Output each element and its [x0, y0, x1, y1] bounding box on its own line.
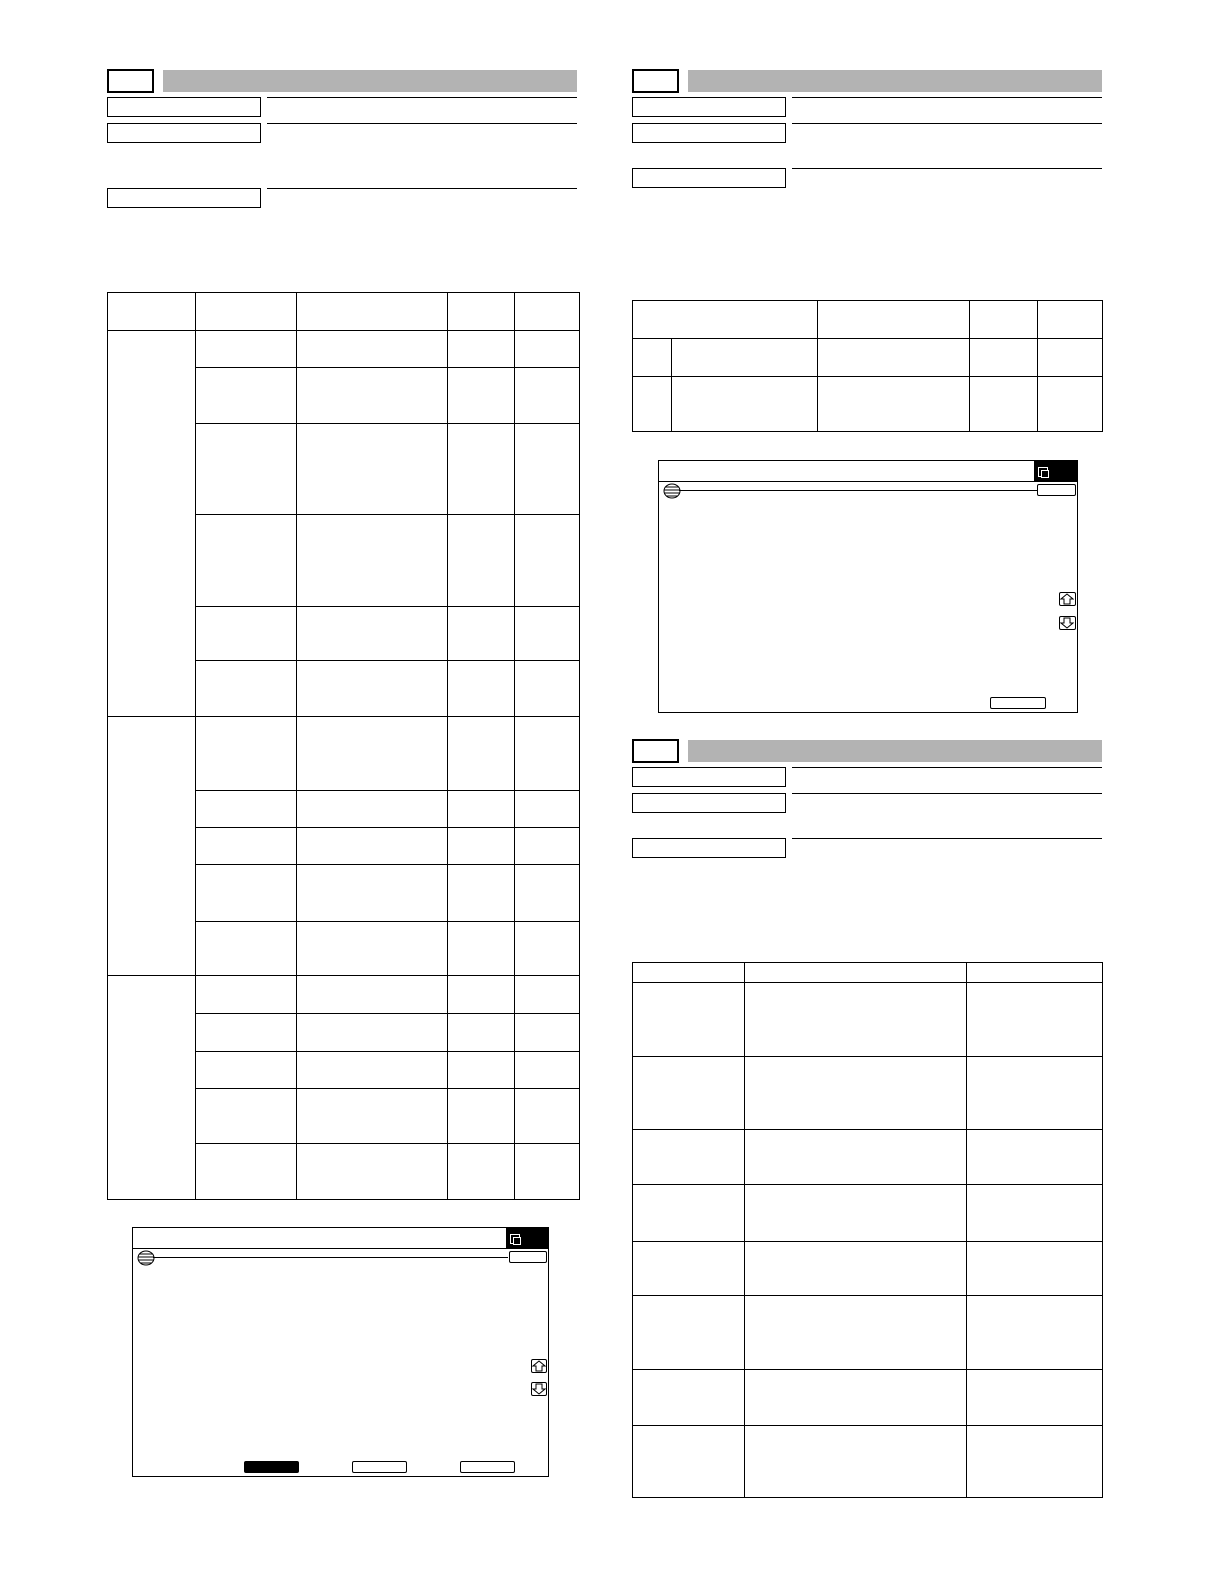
table-cell	[297, 1052, 448, 1089]
table-cell	[297, 368, 448, 424]
table-cell	[448, 1144, 515, 1200]
field-label-box	[632, 793, 786, 813]
left-settings-table	[107, 292, 580, 1200]
table-cell	[297, 607, 448, 661]
table-cell	[297, 791, 448, 828]
table-cell	[745, 983, 967, 1057]
table-cell	[297, 828, 448, 865]
table-cell	[196, 1144, 297, 1200]
table-row	[633, 1426, 1103, 1498]
table-cell	[297, 424, 448, 515]
table-cell	[515, 865, 580, 922]
table-cell	[967, 1242, 1103, 1296]
document-copy-icon	[1038, 467, 1048, 477]
table-header-cell	[745, 963, 967, 983]
table-cell	[196, 791, 297, 828]
table-header-cell	[633, 963, 745, 983]
table-cell	[1038, 339, 1103, 377]
table-cell	[297, 865, 448, 922]
screen-button-3[interactable]	[460, 1461, 515, 1473]
table-cell	[196, 1052, 297, 1089]
scroll-up-button[interactable]	[1059, 592, 1076, 606]
field-label-box	[107, 188, 261, 208]
field-label-box	[107, 97, 261, 117]
document-copy-icon	[510, 1234, 520, 1244]
scroll-down-button[interactable]	[531, 1382, 547, 1396]
section-title-bar-right-1	[688, 70, 1102, 92]
table-cell	[297, 1014, 448, 1052]
table-cell	[196, 1014, 297, 1052]
table-cell	[297, 976, 448, 1014]
table-cell	[196, 515, 297, 607]
table-cell	[448, 922, 515, 976]
table-cell	[448, 976, 515, 1014]
table-cell	[196, 607, 297, 661]
table-cell	[672, 377, 818, 432]
table-cell	[448, 1014, 515, 1052]
screen-button-1[interactable]	[244, 1461, 299, 1473]
table-header-row	[633, 301, 1103, 339]
table-cell	[196, 368, 297, 424]
section-code-box-left	[107, 69, 154, 93]
field-value-line	[267, 97, 577, 98]
table-cell	[672, 339, 818, 377]
screen-subtitle-line	[679, 490, 1037, 491]
table-header-cell	[970, 301, 1038, 339]
table-header-cell	[108, 293, 196, 331]
table-cell	[196, 717, 297, 791]
screen-ok-button[interactable]	[1037, 484, 1076, 496]
table-cell	[818, 339, 970, 377]
table-cell	[196, 828, 297, 865]
table-row	[633, 339, 1103, 377]
table-cell	[970, 377, 1038, 432]
table-cell	[515, 976, 580, 1014]
table-group-cell	[108, 976, 196, 1200]
table-cell	[448, 368, 515, 424]
field-label-box	[632, 767, 786, 787]
table-cell	[515, 828, 580, 865]
table-cell	[745, 1296, 967, 1370]
table-cell	[448, 828, 515, 865]
table-cell	[515, 791, 580, 828]
table-cell	[297, 1144, 448, 1200]
table-cell	[297, 922, 448, 976]
table-cell	[448, 424, 515, 515]
screen-ok-button[interactable]	[509, 1251, 547, 1263]
table-row	[633, 1296, 1103, 1370]
table-cell	[448, 865, 515, 922]
field-label-box	[107, 123, 261, 143]
table-cell	[515, 717, 580, 791]
table-cell	[745, 1242, 967, 1296]
table-cell	[196, 1089, 297, 1144]
scroll-down-arrow-icon	[1060, 617, 1074, 629]
table-cell	[196, 331, 297, 368]
table-cell	[297, 661, 448, 717]
table-cell	[633, 1130, 745, 1185]
table-row	[108, 331, 580, 368]
table-header-cell	[633, 301, 818, 339]
table-row	[633, 1185, 1103, 1242]
table-cell	[967, 983, 1103, 1057]
table-cell	[967, 1296, 1103, 1370]
scroll-down-button[interactable]	[1059, 616, 1076, 630]
field-value-line	[792, 97, 1102, 98]
section-title-bar-left	[163, 70, 577, 92]
table-cell	[818, 377, 970, 432]
field-label-box	[632, 838, 786, 858]
table-cell	[297, 1089, 448, 1144]
table-cell	[967, 1370, 1103, 1426]
simulation-screen-right	[658, 460, 1078, 713]
table-cell	[448, 515, 515, 607]
table-cell	[515, 424, 580, 515]
table-cell	[745, 1057, 967, 1130]
table-cell	[448, 607, 515, 661]
table-cell	[515, 368, 580, 424]
table-cell	[967, 1130, 1103, 1185]
table-row	[633, 1370, 1103, 1426]
table-row	[108, 976, 580, 1014]
field-value-line	[792, 168, 1102, 169]
table-cell	[196, 661, 297, 717]
table-cell	[448, 1089, 515, 1144]
table-cell	[633, 1057, 745, 1130]
table-cell	[196, 976, 297, 1014]
table-header-cell	[448, 293, 515, 331]
table-cell	[633, 1426, 745, 1498]
table-cell	[633, 377, 672, 432]
section-code-box-right-2	[632, 739, 679, 763]
table-row	[633, 1057, 1103, 1130]
table-cell	[448, 791, 515, 828]
table-cell	[297, 515, 448, 607]
table-header-cell	[297, 293, 448, 331]
table-cell	[633, 339, 672, 377]
table-cell	[967, 1057, 1103, 1130]
table-cell	[515, 331, 580, 368]
table-cell	[448, 1052, 515, 1089]
table-header-cell	[1038, 301, 1103, 339]
table-cell	[196, 865, 297, 922]
table-row	[633, 1242, 1103, 1296]
right-settings-table-2	[632, 962, 1103, 1498]
scroll-up-arrow-icon	[1060, 593, 1074, 605]
table-cell	[448, 717, 515, 791]
table-header-cell	[818, 301, 970, 339]
screen-title-line	[133, 1228, 548, 1249]
table-cell	[448, 331, 515, 368]
table-cell	[633, 1185, 745, 1242]
field-label-box	[632, 97, 786, 117]
table-cell	[633, 1370, 745, 1426]
field-value-line	[792, 838, 1102, 839]
table-row	[633, 1130, 1103, 1185]
scroll-down-arrow-icon	[532, 1383, 546, 1395]
table-cell	[515, 607, 580, 661]
field-value-line	[792, 123, 1102, 124]
table-row	[633, 983, 1103, 1057]
screen-title-line	[659, 461, 1077, 482]
table-cell	[967, 1185, 1103, 1242]
table-row	[633, 377, 1103, 432]
table-cell	[633, 983, 745, 1057]
table-cell	[745, 1130, 967, 1185]
table-cell	[196, 424, 297, 515]
table-cell	[967, 1426, 1103, 1498]
table-cell	[515, 1089, 580, 1144]
table-cell	[633, 1242, 745, 1296]
field-value-line	[792, 767, 1102, 768]
section-code-box-right-1	[632, 69, 679, 93]
table-cell	[970, 339, 1038, 377]
table-cell	[297, 331, 448, 368]
screen-subtitle-line	[153, 1257, 508, 1258]
table-header-cell	[515, 293, 580, 331]
table-cell	[515, 1144, 580, 1200]
table-cell	[745, 1426, 967, 1498]
menu-lines-icon[interactable]	[663, 483, 681, 499]
table-row	[108, 717, 580, 791]
table-cell	[448, 661, 515, 717]
right-settings-table-1	[632, 300, 1103, 432]
table-cell	[515, 1014, 580, 1052]
section-title-bar-right-2	[688, 740, 1102, 762]
table-cell	[196, 922, 297, 976]
table-cell	[1038, 377, 1103, 432]
screen-button-1[interactable]	[990, 697, 1046, 709]
table-header-cell	[967, 963, 1103, 983]
screen-mode-tab[interactable]	[506, 1228, 548, 1248]
scroll-up-button[interactable]	[531, 1359, 547, 1373]
field-value-line	[267, 123, 577, 124]
table-header-row	[108, 293, 580, 331]
field-label-box	[632, 168, 786, 188]
simulation-screen-left	[132, 1227, 549, 1477]
menu-lines-icon[interactable]	[137, 1250, 155, 1266]
screen-button-2[interactable]	[352, 1461, 407, 1473]
screen-mode-tab[interactable]	[1034, 461, 1077, 481]
table-group-cell	[108, 331, 196, 717]
table-cell	[515, 515, 580, 607]
table-cell	[515, 1052, 580, 1089]
table-cell	[515, 922, 580, 976]
field-value-line	[792, 793, 1102, 794]
table-header-row	[633, 963, 1103, 983]
field-label-box	[632, 123, 786, 143]
field-value-line	[267, 188, 577, 189]
scroll-up-arrow-icon	[532, 1360, 546, 1372]
table-cell	[633, 1296, 745, 1370]
table-cell	[297, 717, 448, 791]
table-header-cell	[196, 293, 297, 331]
table-cell	[745, 1185, 967, 1242]
table-cell	[515, 661, 580, 717]
table-group-cell	[108, 717, 196, 976]
table-cell	[745, 1370, 967, 1426]
